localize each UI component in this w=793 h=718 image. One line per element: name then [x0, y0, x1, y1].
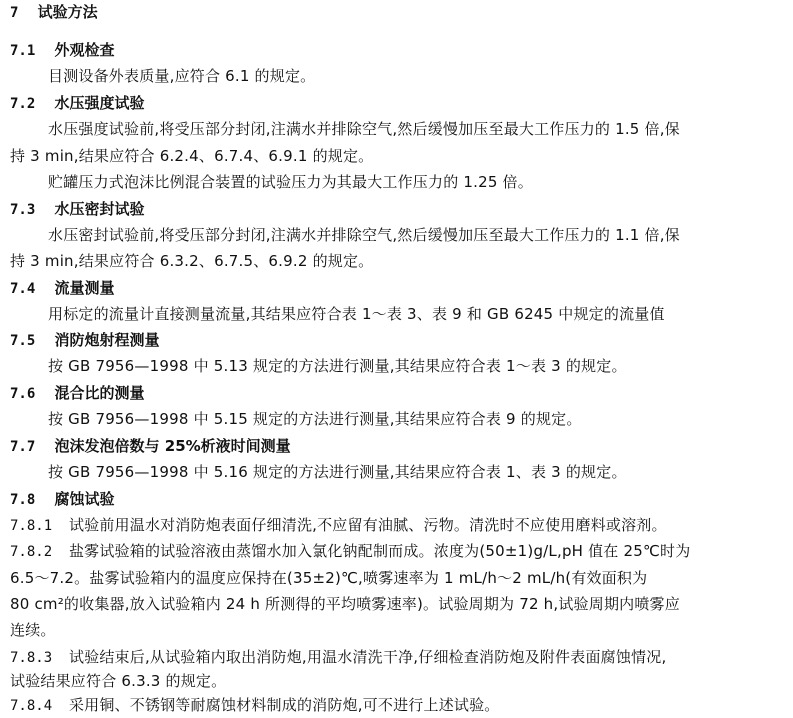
- clause-7-8-1: [10, 515, 667, 536]
- clause-7-8-2-line-2: 6.5～7.2。盐雾试验箱内的温度应保持在(35±2)℃,喷雾速率为 1 mL/h～2 mL/h(有效面积为: [10, 569, 648, 587]
- clause-title: 腐蚀试验: [54, 490, 115, 508]
- clause-title: 流量测量: [54, 279, 115, 297]
- clause-number: 7.5: [10, 333, 36, 349]
- clause-7-8-2-line-3: 80 cm²的收集器,放入试验箱内 24 h 所测得的平均喷雾速率)。试验周期为 72 h,试验周期内喷雾应: [10, 595, 680, 613]
- clause-number: 7.8: [10, 492, 36, 508]
- clause-7-6-heading: [10, 383, 145, 404]
- clause-number: 7.8.1: [10, 518, 53, 534]
- clause-text: 试验结束后,从试验箱内取出消防炮,用温水清洗干净,仔细检查消防炮及附件表面腐蚀情况,: [68, 648, 667, 666]
- clause-text: 盐雾试验箱的试验溶液由蒸馏水加入氯化钠配制而成。浓度为(50±1)g/L,pH 值在 25℃时为: [68, 542, 691, 560]
- clause-7-5-text: 按 GB 7956—1998 中 5.13 规定的方法进行测量,其结果应符合表 1～表 3 的规定。: [48, 357, 627, 375]
- clause-7-7-text: 按 GB 7956—1998 中 5.16 规定的方法进行测量,其结果应符合表 1、表 3 的规定。: [48, 463, 627, 481]
- clause-7-4-heading: [10, 278, 115, 299]
- clause-7-5-heading: [10, 330, 160, 351]
- clause-title: 外观检查: [54, 41, 115, 59]
- clause-7-8-4: [10, 695, 500, 716]
- clause-7-4-text: 用标定的流量计直接测量流量,其结果应符合表 1～表 3、表 9 和 GB 6245 中规定的流量值: [48, 305, 665, 323]
- clause-7-2-heading: [10, 93, 145, 114]
- clause-7-1-text: 目测设备外表质量,应符合 6.1 的规定。: [48, 67, 316, 85]
- clause-7-2-text-line-2: 持 3 min,结果应符合 6.2.4、6.7.4、6.9.1 的规定。: [10, 147, 374, 165]
- clause-7-3-heading: [10, 199, 145, 220]
- clause-number: 7.1: [10, 43, 36, 59]
- clause-title: 泡沫发泡倍数与 25%析液时间测量: [54, 437, 291, 455]
- clause-7-3-text-line-1: 水压密封试验前,将受压部分封闭,注满水并排除空气,然后缓慢加压至最大工作压力的 1.1 倍,保: [48, 226, 680, 244]
- clause-7-7-heading: [10, 436, 291, 457]
- clause-7-8-2-line-1: [10, 541, 690, 562]
- clause-title: 水压强度试验: [54, 94, 145, 112]
- clause-number: 7.4: [10, 281, 36, 297]
- clause-title: 水压密封试验: [54, 200, 145, 218]
- clause-7-2-text-line-1: 水压强度试验前,将受压部分封闭,注满水并排除空气,然后缓慢加压至最大工作压力的 1.5 倍,保: [48, 120, 680, 138]
- clause-number: 7.8.2: [10, 544, 53, 560]
- clause-text: 采用铜、不锈钢等耐腐蚀材料制成的消防炮,可不进行上述试验。: [68, 696, 500, 714]
- clause-7-8-heading: [10, 489, 115, 510]
- clause-title: 消防炮射程测量: [54, 331, 160, 349]
- section-title: 试验方法: [37, 3, 98, 21]
- section-number: 7: [10, 5, 19, 21]
- clause-7-8-2-line-4: 连续。: [10, 621, 56, 639]
- clause-number: 7.3: [10, 202, 36, 218]
- clause-7-2-text-line-3: 贮罐压力式泡沫比例混合装置的试验压力为其最大工作压力的 1.25 倍。: [48, 173, 533, 191]
- clause-number: 7.8.4: [10, 698, 53, 714]
- clause-number: 7.7: [10, 439, 36, 455]
- clause-7-1-heading: [10, 40, 115, 61]
- clause-7-8-3-line-1: [10, 647, 666, 668]
- clause-title: 混合比的测量: [54, 384, 145, 402]
- clause-number: 7.2: [10, 96, 36, 112]
- clause-text: 试验前用温水对消防炮表面仔细清洗,不应留有油腻、污物。清洗时不应使用磨料或溶剂。: [68, 516, 667, 534]
- clause-7-8-3-line-2: 试验结果应符合 6.3.3 的规定。: [10, 672, 227, 690]
- clause-number: 7.8.3: [10, 650, 53, 666]
- section-heading: [10, 2, 98, 23]
- clause-number: 7.6: [10, 386, 36, 402]
- clause-7-3-text-line-2: 持 3 min,结果应符合 6.3.2、6.7.5、6.9.2 的规定。: [10, 252, 374, 270]
- clause-7-6-text: 按 GB 7956—1998 中 5.15 规定的方法进行测量,其结果应符合表 9 的规定。: [48, 410, 582, 428]
